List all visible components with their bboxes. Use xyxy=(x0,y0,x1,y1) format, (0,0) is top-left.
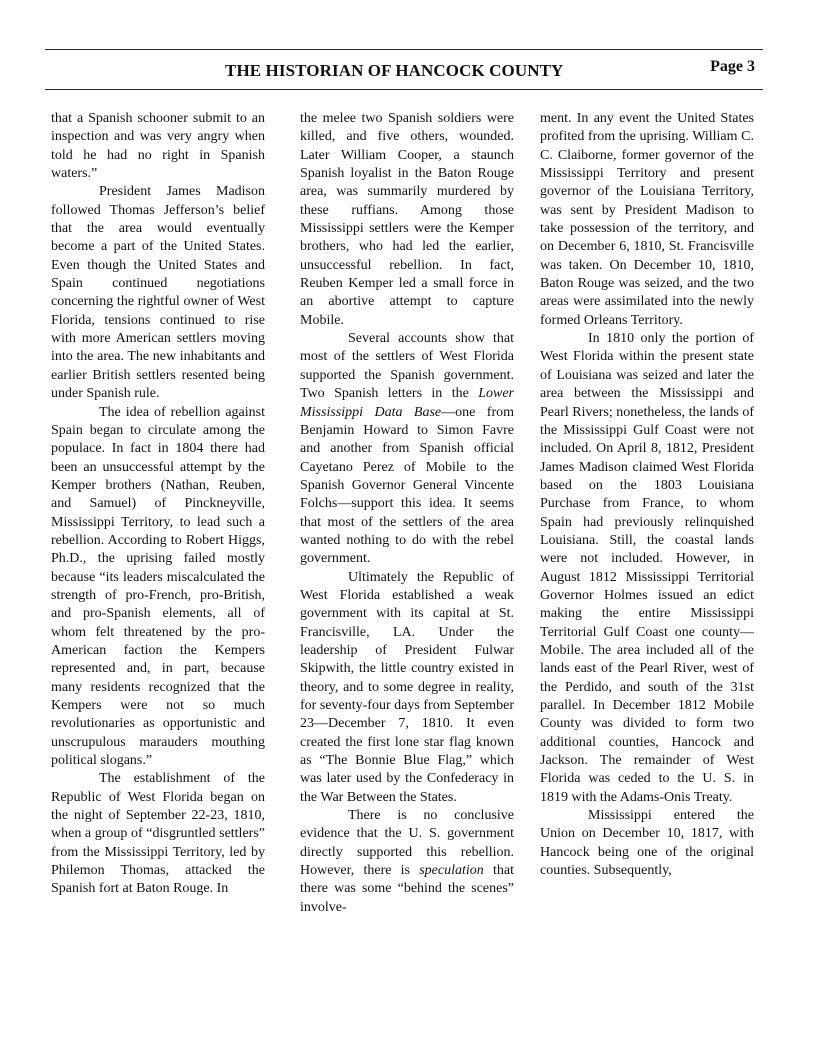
paragraph-text: There is no conclusive evidence that the U. S. government directly supported this rebellion. However, there is xyxy=(300,808,514,879)
paragraph: The idea of rebellion against Spain began to circulate among the populace. In fact in 1804 there had been an unsuccessful attempt by the Kemper brothers (Nathan, Reuben, and Samuel) of Pinckneyville, Mississippi Territory, to lead such a rebellion. According to Robert Higgs, Ph.D., the uprising failed mostly because “its leaders miscalculated the strength of pro-French, pro-British, and pro-Spanish elements, all of whom felt threatened by the pro-American faction the Kempers represented and, in part, because many residents recognized that the Kempers were not so much revolutionaries as opportunistic and unscrupulous marauders mouthing political slogans.” xyxy=(51,404,265,769)
header-top-rule xyxy=(45,49,763,50)
paragraph: ment. In any event the United States profited from the uprising. William C. C. Claiborne, former governor of the Mississippi Territory and present governor of the Louisiana Territory, was sent by President Madison to take possession of the territory, and on December 6, 1810, St. Francisville was taken. On December 10, 1810, Baton Rouge was seized, and the two areas were assimilated into the newly formed Orleans Territory. xyxy=(540,111,754,328)
paragraph xyxy=(300,807,514,917)
masthead xyxy=(45,58,763,84)
paragraph xyxy=(300,330,514,568)
paragraph: that a Spanish schooner submit to an inspection and was very angry when told he had no right in Spanish waters.” xyxy=(51,111,265,182)
column-1 xyxy=(51,110,265,1000)
paragraph: Ultimately the Republic of West Florida established a weak government with its capital at St. Francisville, LA. Under the leadership of President Fulwar Skipwith, the little country existed in theory, and to some degree in reality, for seventy-four days from September 23—December 7, 1810. It even created the first lone star flag known as “The Bonnie Blue Flag,” which was later used by the Confederacy in the War Between the States. xyxy=(300,569,514,805)
paragraph: the melee two Spanish soldiers were killed, and five others, wounded. Later William Cooper, a staunch Spanish loyalist in the Baton Rouge area, was summarily murdered by these ruffians. Among those Mississippi settlers were the Kemper brothers, who had led the earlier, unsuccessful rebellion. In fact, Reuben Kemper led a small force in an abortive attempt to capture Mobile. xyxy=(300,111,514,328)
column-2 xyxy=(300,110,514,1000)
header-bottom-rule xyxy=(45,89,763,90)
italic-title: Lower Mississippi Data Base xyxy=(300,386,514,420)
paragraph-text: that there was some “behind the scenes” involve- xyxy=(300,863,514,915)
paragraph: In 1810 only the portion of West Florida within the present state of Louisiana was seized and later the area between the Mississippi and Pearl Rivers; nonetheless, the lands of the Mississippi Gulf Coast were not included. On April 8, 1812, President James Madison claimed West Florida based on the 1803 Louisiana Purchase from France, to whom Spain had previously relinquished Louisiana. Still, the coastal lands were not included. However, in August 1812 Mississippi Territorial Governor Holmes issued an edict making the entire Mississippi Territorial Gulf Coast one county—Mobile. The area included all of the lands east of the Pearl River, west of the Perdido, and south of the 31st parallel. In December 1812 Mobile County was divided to form two additional counties, Hancock and Jackson. The remainder of West Florida was ceded to the U. S. in 1819 with the Adams-Onis Treaty. xyxy=(540,331,754,805)
paragraph: Mississippi entered the Union on December 10, 1817, with Hancock being one of the original counties. Subsequently, xyxy=(540,808,754,879)
italic-term: speculation xyxy=(419,863,484,879)
column-3 xyxy=(540,110,754,1000)
paragraph-text: Several accounts show that most of the settlers of West Florida supported the Spanish government. Two Spanish letters in the xyxy=(300,331,514,402)
page-number: Page 3 xyxy=(710,58,755,75)
paragraph: The establishment of the Republic of West Florida began on the night of September 22-23, 1810, when a group of “disgruntled settlers” from the Mississippi Territory, led by Philemon Thomas, attacked the Spanish fort at Baton Rouge. In xyxy=(51,771,265,897)
paragraph: President James Madison followed Thomas Jefferson’s belief that the area would eventually become a part of the United States. Even though the United States and Spain continued negotiations concerning the rightful owner of West Florida, tensions continued to rise with more American settlers moving into the area. The new inhabitants and earlier British settlers resented being under Spanish rule. xyxy=(51,184,265,402)
newsletter-title: THE HISTORIAN OF HANCOCK COUNTY xyxy=(225,61,564,80)
paragraph-text: —one from Benjamin Howard to Simon Favre and another from Spanish official Cayetano Perez of Mobile to the Spanish Governor General Vincente Folchs—support this idea. It seems that most of the settlers of the area wanted nothing to do with the rebel government. xyxy=(300,404,514,567)
